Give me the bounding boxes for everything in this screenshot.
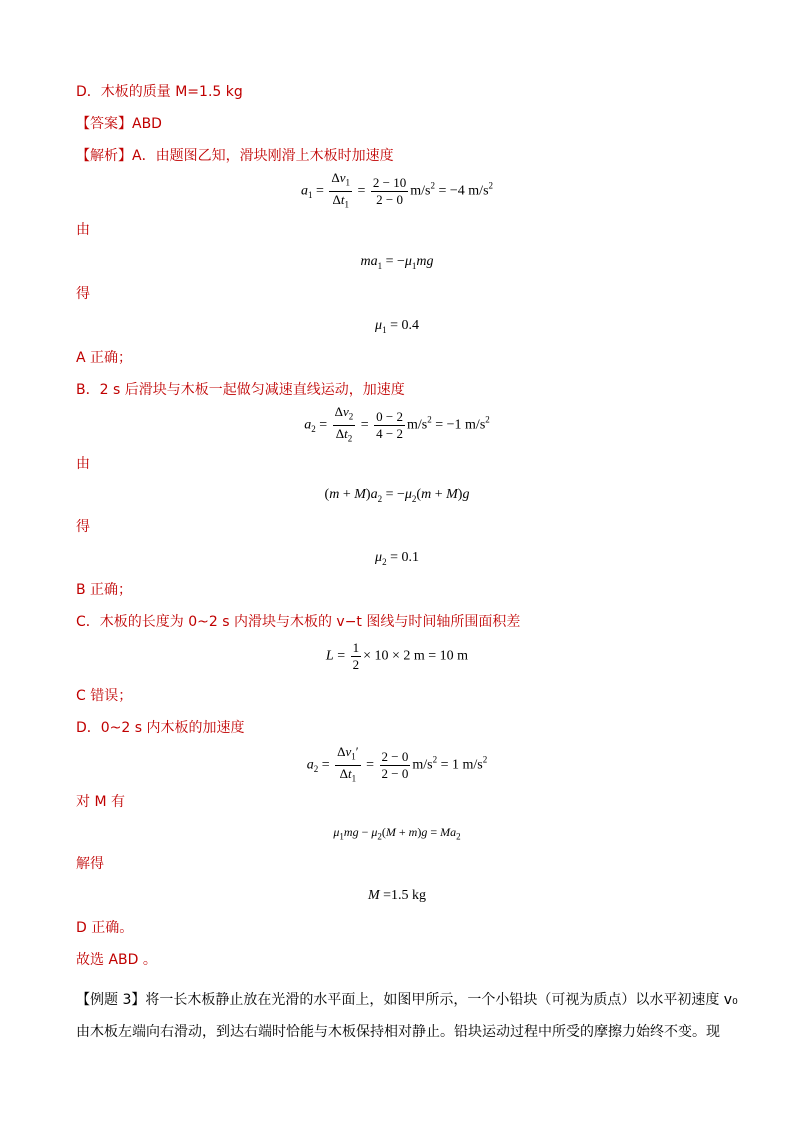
equation-8: $a_2$ = $\frac{\Delta v_1'}{\Delta t_1}$ = $\frac{2 - 0}{2 - 0}$ $m/s^2 = 1$ $m/s^2$ — [306, 744, 488, 784]
b-correct: B 正确； — [76, 582, 133, 598]
b-text: B．2 s 后滑块与木板一起做匀减速直线运动，加速度 — [76, 382, 405, 398]
example-3-line-2: 由木板左端向右滑动，到达右端时恰能与木板保持相对静止。铅块运动过程中所受的摩擦力始终不变。现 — [76, 1024, 720, 1040]
d-correct: D 正确。 — [76, 920, 134, 936]
equation-10: M =1.5 kg — [367, 888, 427, 903]
equation-3: $\mu_1 = 0.4$ — [375, 318, 419, 335]
you-2: 由 — [76, 456, 90, 472]
de-1: 得 — [76, 286, 90, 302]
c-wrong: C 错误； — [76, 688, 133, 704]
example-3-line-1: 【例题 3】将一长木板静止放在光滑的水平面上，如图甲所示，一个小铅块（可视为质点）以水平初速度 v₀ — [76, 992, 738, 1008]
dui-m: 对 M 有 — [76, 794, 125, 810]
equation-1: $a_1$ = $\frac{\Delta v_1}{\Delta t_1}$ = $\frac{2 - 10}{2 - 0}$ $m/s^2 = -4$ $m/s^2$ — [300, 170, 494, 210]
a-correct: A 正确； — [76, 350, 133, 366]
jie-de: 解得 — [76, 856, 104, 872]
de-2: 得 — [76, 519, 90, 535]
you-1: 由 — [76, 222, 90, 238]
equation-5: $(m + M)a_2 = -\mu_2(m + M)g$ — [324, 487, 470, 504]
answer: 【答案】ABD — [76, 116, 162, 132]
option-d: D．木板的质量 M=1.5 kg — [76, 84, 243, 100]
gu-xuan: 故选 ABD 。 — [76, 952, 157, 968]
equation-7: L = $\frac{1}{2}$ × 10 × 2 m = 10 m — [325, 640, 469, 672]
equation-2: $ma_1 = -\mu_1mg$ — [360, 254, 434, 271]
analysis-a: 【解析】A．由题图乙知，滑块刚滑上木板时加速度 — [76, 148, 394, 164]
equation-4: $a_2$ = $\frac{\Delta v_2}{\Delta t_2}$ = $\frac{0 - 2}{4 - 2}$ $m/s^2 = -1$ $m/s^2$ — [304, 404, 490, 444]
d-text: D．0~2 s 内木板的加速度 — [76, 720, 245, 736]
equation-6: $\mu_2 = 0.1$ — [375, 550, 419, 567]
equation-9: $\mu_1mg - \mu_2(M + m)g = Ma_2$ — [333, 825, 461, 842]
c-text: C．木板的长度为 0~2 s 内滑块与木板的 v−t 图线与时间轴所围面积差 — [76, 614, 521, 630]
